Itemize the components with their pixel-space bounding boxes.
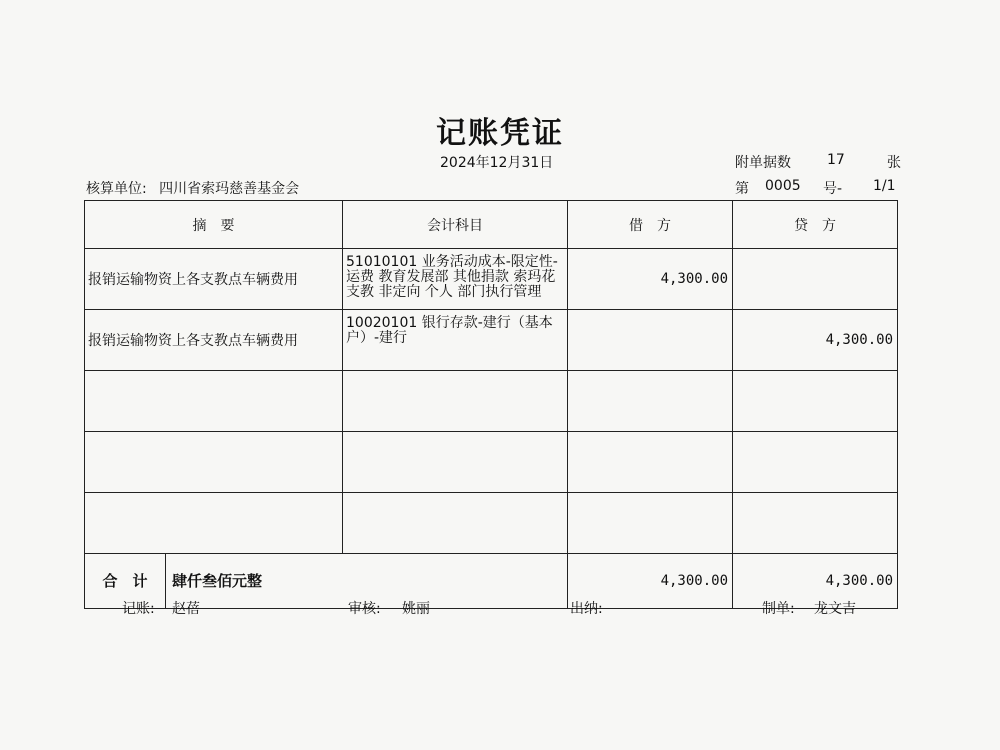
row-account <box>343 493 568 554</box>
row-credit: 4,300.00 <box>733 310 898 371</box>
row-credit <box>733 432 898 493</box>
total-label: 合 计 <box>85 554 166 608</box>
voucher-date: 2024年12月31日 <box>440 155 554 171</box>
table-header <box>85 201 898 249</box>
row-debit: 4,300.00 <box>568 249 733 310</box>
header-summary: 摘 要 <box>85 201 343 249</box>
row-summary: 报销运输物资上各支教点车辆费用 <box>85 310 343 371</box>
total-amount-words: 肆仟叁佰元整 <box>172 572 263 590</box>
preparer-name: 龙文吉 <box>814 601 856 617</box>
bookkeeper-label: 记账: <box>122 601 155 617</box>
total-credit: 4,300.00 <box>733 554 898 609</box>
row-account: 10020101 银行存款-建行（基本户）-建行 <box>343 310 568 371</box>
header-credit: 贷 方 <box>733 201 898 249</box>
reviewer-name: 姚丽 <box>402 601 430 617</box>
attachments-unit: 张 <box>887 155 901 171</box>
row-summary: 报销运输物资上各支教点车辆费用 <box>85 249 343 310</box>
voucher-table <box>84 200 898 609</box>
row-debit <box>568 432 733 493</box>
voucher-title: 记账凭证 <box>436 116 564 151</box>
table-row <box>85 432 898 493</box>
row-account <box>343 432 568 493</box>
table-row <box>85 493 898 554</box>
attachments-label: 附单据数 <box>735 155 791 171</box>
row-account: 51010101 业务活动成本-限定性-运费 教育发展部 其他捐款 索玛花支教 非定向 个人 部门执行管理 <box>343 249 568 310</box>
total-debit: 4,300.00 <box>568 554 733 609</box>
row-credit <box>733 493 898 554</box>
table-row <box>85 310 898 371</box>
header-debit: 借 方 <box>568 201 733 249</box>
reviewer-label: 审核: <box>348 601 381 617</box>
voucher-no-value: 0005 <box>765 178 801 194</box>
unit-label: 核算单位: <box>86 181 147 197</box>
bookkeeper-name: 赵蓓 <box>172 601 200 617</box>
row-credit <box>733 371 898 432</box>
unit-name: 四川省索玛慈善基金会 <box>159 181 300 197</box>
row-debit <box>568 371 733 432</box>
row-summary <box>85 432 343 493</box>
preparer-label: 制单: <box>762 601 795 617</box>
row-debit <box>568 493 733 554</box>
row-summary <box>85 371 343 432</box>
header-account: 会计科目 <box>343 201 568 249</box>
row-debit <box>568 310 733 371</box>
total-label-cell <box>85 554 568 609</box>
table-row <box>85 249 898 310</box>
accounting-unit <box>86 178 299 198</box>
row-summary <box>85 493 343 554</box>
table-row <box>85 371 898 432</box>
voucher-page: 1/1 <box>873 178 896 194</box>
voucher-no-suffix: 号- <box>823 181 843 197</box>
voucher-no-prefix: 第 <box>735 181 749 197</box>
cashier-label: 出纳: <box>570 601 603 617</box>
row-account <box>343 371 568 432</box>
attachments-count: 17 <box>827 152 845 168</box>
row-credit <box>733 249 898 310</box>
